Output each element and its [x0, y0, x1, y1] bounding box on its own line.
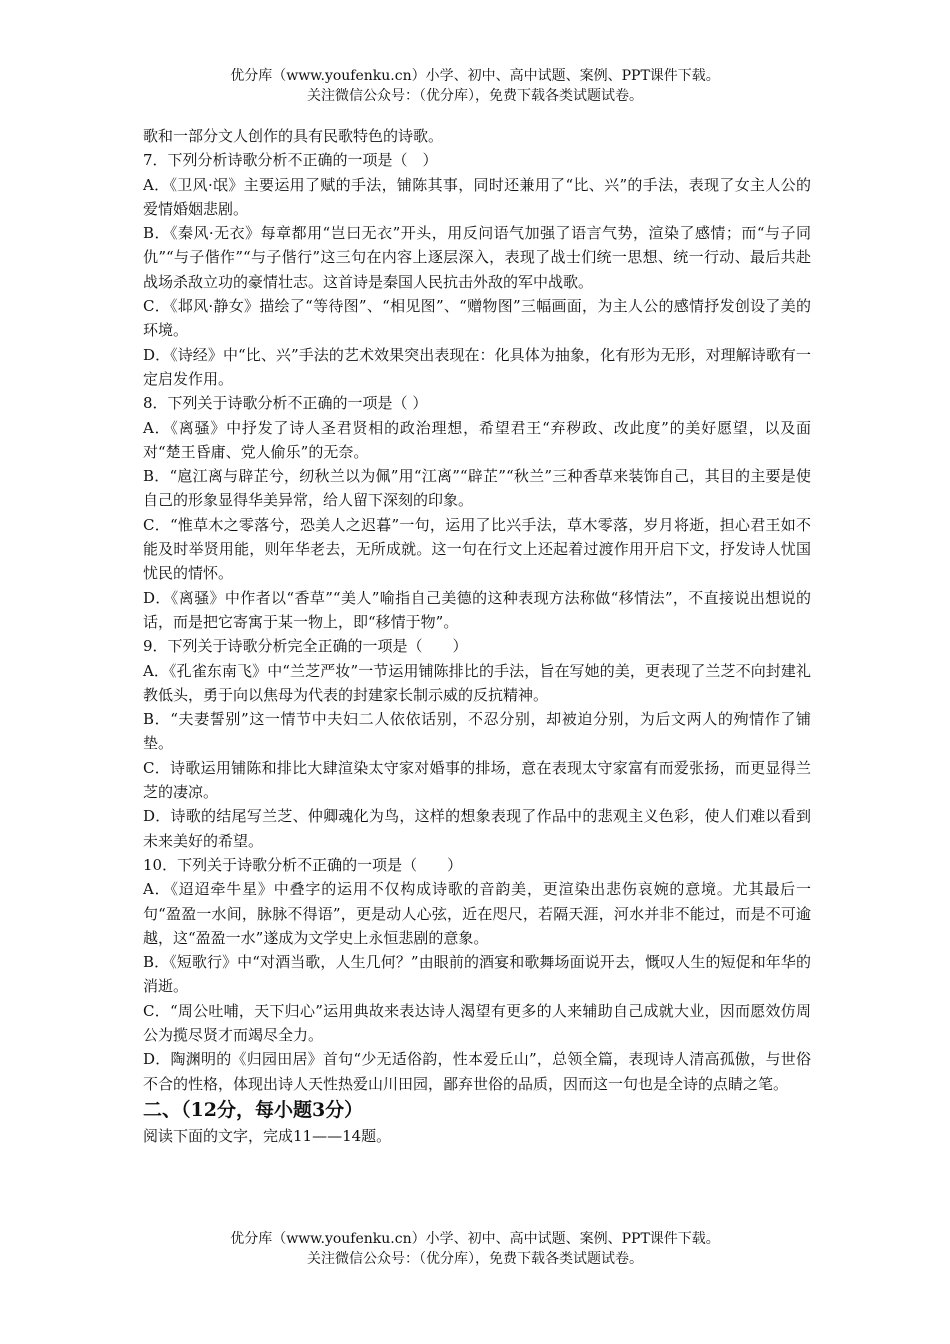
- question-8-stem: 8．下列关于诗歌分析不正确的一项是（ ）: [143, 394, 428, 413]
- question-7-option-c: C．《邶风·静女》描绘了“等待图”、“相见图”、“赠物图”三幅画面，为主人公的感情抒发创设了美的环境。: [143, 297, 811, 340]
- document-body: [143, 124, 811, 1148]
- question-7-stem: 7．下列分析诗歌分析不正确的一项是（ ）: [143, 151, 438, 170]
- section-heading: 二、（12分，每小题3分）: [143, 1098, 364, 1121]
- page-footer: [0, 1229, 950, 1269]
- footer-line-2: 关注微信公众号：（优分库），免费下载各类试题试卷。: [307, 1251, 643, 1267]
- question-10-option-b: B．《短歌行》中“对酒当歌，人生几何？”由眼前的酒宴和歌舞场面说开去，慨叹人生的短促和年华的消逝。: [143, 953, 811, 996]
- question-9-stem: 9．下列关于诗歌分析完全正确的一项是（ ）: [143, 637, 468, 656]
- question-8-option-d: D．《离骚》中作者以“香草”“美人”喻指自己美德的这种表现方法称做“移情法”，不直接说出想说的话，而是把它寄寓于某一物上，即“移情于物”。: [143, 588, 811, 631]
- section-intro: 阅读下面的文字，完成11——14题。: [143, 1126, 392, 1145]
- question-10-option-a: A．《迢迢牵牛星》中叠字的运用不仅构成诗歌的音韵美，更渲染出悲伤哀婉的意境。尤其最后一句“盈盈一水间，脉脉不得语”，更是动人心弦，近在咫尺，若隔天涯，河水并非不能过，而是不可逾越，这“盈盈一水”遂成为文学史上永恒悲剧的意象。: [143, 880, 811, 947]
- paragraph-continuation: 歌和一部分文人创作的具有民歌特色的诗歌。: [143, 127, 444, 145]
- question-7-option-a: A．《卫风·氓》主要运用了赋的手法，铺陈其事，同时还兼用了“比、兴”的手法，表现了女主人公的爱情婚姻悲剧。: [143, 175, 811, 218]
- question-10-option-d: D．陶渊明的《归园田居》首句“少无适俗韵，性本爱丘山”，总领全篇，表现诗人清高孤傲，与世俗不合的性格，体现出诗人天性热爱山川田园，鄙弃世俗的品质，因而这一句也是全诗的点睛之笔。: [143, 1050, 811, 1093]
- question-9-option-c: C．诗歌运用铺陈和排比大肆渲染太守家对婚事的排场，意在表现太守家富有而爱张扬，而更显得兰芝的凄凉。: [143, 758, 811, 802]
- question-9-option-d: D．诗歌的结尾写兰芝、仲卿魂化为鸟，这样的想象表现了作品中的悲观主义色彩，使人们难以看到未来美好的希望。: [143, 807, 811, 850]
- question-8-option-a: A．《离骚》中抒发了诗人圣君贤相的政治理想，希望君王“弃秽政、改此度”的美好愿望，以及面对“楚王昏庸、党人偷乐”的无奈。: [143, 418, 811, 461]
- question-9-option-b: B．“夫妻誓别”这一情节中夫妇二人依依话别，不忍分别，却被迫分别，为后文两人的殉情作了铺垫。: [143, 710, 811, 753]
- question-7-option-d: D．《诗经》中“比、兴”手法的艺术效果突出表现在：化具体为抽象，化有形为无形，对理解诗歌有一定启发作用。: [143, 345, 811, 388]
- header-line-2: 关注微信公众号：（优分库），免费下载各类试题试卷。: [307, 88, 643, 104]
- question-8-option-b: B．“扈江离与辟芷兮，纫秋兰以为佩”用“江离”“辟芷”“秋兰”三种香草来装饰自己，其目的主要是使自己的形象显得华美异常，给人留下深刻的印象。: [143, 467, 811, 510]
- question-10-stem: 10．下列关于诗歌分析不正确的一项是（ ）: [143, 855, 463, 874]
- question-7-option-b: B．《秦风·无衣》每章都用“岂曰无衣”开头，用反问语气加强了语言气势，渲染了感情；而“与子同仇”“与子偕作”“与子偕行”这三句在内容上逐层深入，表现了战士们统一思想、统一行动、最后共赴战场杀敌立功的豪情壮志。这首诗是秦国人民抗击外敌的军中战歌。: [143, 224, 811, 291]
- question-8-option-c: C．“惟草木之零落兮，恐美人之迟暮”一句，运用了比兴手法，草木零落，岁月将逝，担心君王如不能及时举贤用能，则年华老去，无所成就。这一句在行文上还起着过渡作用开启下文，抒发诗人忧国忧民的情怀。: [143, 515, 811, 583]
- question-10-option-c: C．“周公吐哺，天下归心”运用典故来表达诗人渴望有更多的人来辅助自己成就大业，因而愿效仿周公为揽尽贤才而竭尽全力。: [143, 1001, 811, 1044]
- footer-line-1: 优分库（www.youfenku.cn）小学、初中、高中试题、案例、PPT课件下载。: [230, 1231, 720, 1247]
- header-line-1: 优分库（www.youfenku.cn）小学、初中、高中试题、案例、PPT课件下载。: [230, 68, 720, 84]
- question-9-option-a: A．《孔雀东南飞》中“兰芝严妆”一节运用铺陈排比的手法，旨在写她的美，更表现了兰芝不向封建礼教低头，勇于向以焦母为代表的封建家长制示威的反抗精神。: [143, 661, 811, 704]
- page-header: [0, 66, 950, 106]
